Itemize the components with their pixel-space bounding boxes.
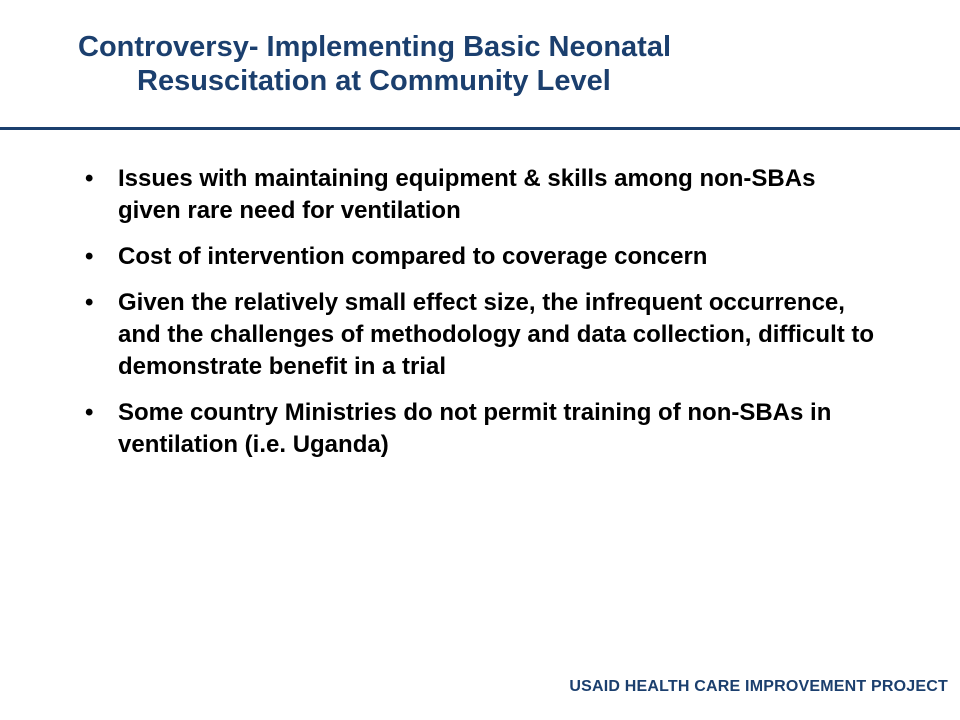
bullet-text: Cost of intervention compared to coverage concern [118,243,708,270]
slide-title-line-1: Controversy- Implementing Basic Neonatal [78,31,672,63]
bullet-dot-icon: • [85,399,94,426]
bullet-dot-icon: • [85,165,94,192]
bullet-text: Issues with maintaining equipment & skills among non-SBAs given rare need for ventilation [118,165,816,224]
title-divider [0,127,960,130]
footer-project-name: USAID HEALTH CARE IMPROVEMENT PROJECT [569,678,948,695]
bullet-dot-icon: • [85,289,94,316]
slide-title-line-2: Resuscitation at Community Level [137,65,611,97]
slide-title [60,30,920,98]
bullet-item [80,241,880,273]
bullet-text: Some country Ministries do not permit training of non-SBAs in ventilation (i.e. Uganda) [118,399,832,458]
bullet-text: Given the relatively small effect size, the infrequent occurrence, and the challenges of methodology and data collection, difficult to demonstrate benefit in a trial [118,289,875,380]
bullet-dot-icon: • [85,243,94,270]
bullet-item [80,163,880,227]
bullet-item [80,397,880,461]
bullet-item [80,287,880,383]
bullet-list [80,163,880,475]
